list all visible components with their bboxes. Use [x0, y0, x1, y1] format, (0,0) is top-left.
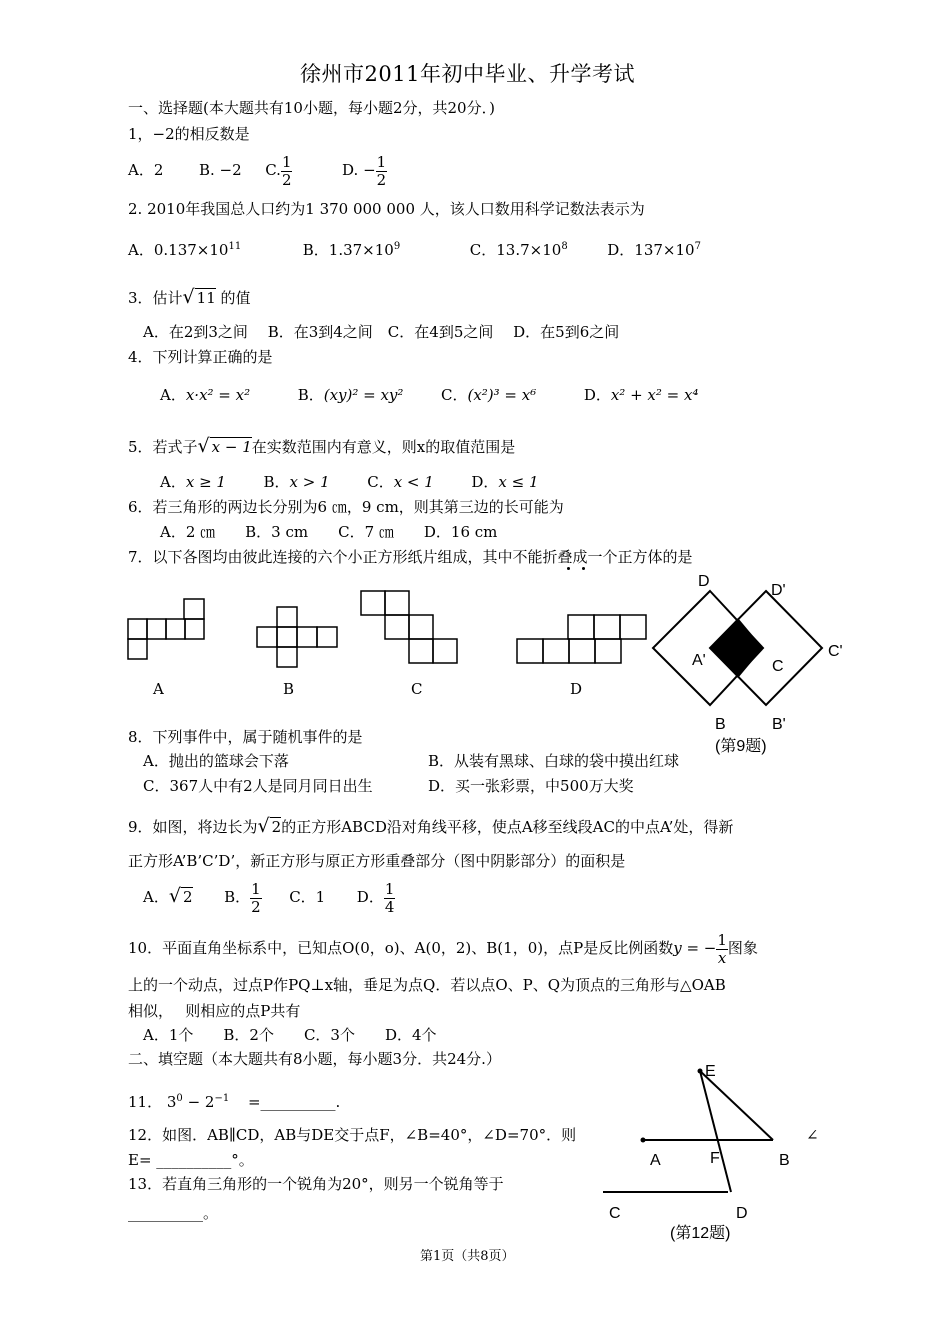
- question-5-options: A．x ≥ 1 B．x > 1 C．x < 1 D．x ≤ 1: [160, 473, 539, 491]
- question-13-line-2: __________。: [128, 1204, 219, 1222]
- question-12-angle-symbol: ∠: [806, 1126, 819, 1144]
- question-12-line-2: E= __________°。: [128, 1151, 254, 1169]
- question-9-options: A．√ 2 B． $\frac{1}{2}$ C．1 D． $\frac{1}{4}$: [143, 879, 395, 916]
- fig9-label-b: B: [715, 716, 726, 733]
- fig12-label-e: E: [705, 1063, 716, 1080]
- option-d-label: D.: [342, 161, 359, 179]
- question-11: 11． $3^0 - 2^{-1}$ =__________.: [128, 1093, 341, 1111]
- question-5: 5．若式子√ x − 1在实数范围内有意义，则x的取值范围是: [128, 435, 516, 457]
- question-8-option-c: C．367人中有2人是同月同日出生: [143, 777, 373, 795]
- fig12-caption: (第12题): [670, 1225, 731, 1242]
- question-6: 6．若三角形的两边长分别为6 ㎝，9 cm，则其第三边的长可能为: [128, 498, 564, 516]
- page-title: 徐州市2011年初中毕业、升学考试: [300, 62, 635, 86]
- fig9-label-d-prime: D': [771, 582, 786, 599]
- option-b-label: B.: [198, 161, 215, 179]
- section-2-heading: 二、填空题（本大题共有8小题，每小题3分．共24分.）: [128, 1050, 501, 1068]
- fraction-one-half: $\frac{1}{2}$: [251, 879, 261, 916]
- question-1-options: A．2 B. −2 C. $\frac{1}{2}$ D. − $\frac{1}{2}$: [128, 152, 387, 189]
- fraction-one-half: $\frac{1}{2}$: [376, 152, 387, 189]
- fig12-label-b: B: [779, 1152, 790, 1169]
- cube-net-c: [360, 590, 460, 670]
- cube-net-a: [127, 598, 217, 668]
- fig9-label-d: D: [698, 573, 710, 590]
- fig9-label-b-prime: B': [772, 716, 786, 733]
- question-10-options: A．1个 B．2个 C．3个 D．4个: [143, 1026, 437, 1044]
- question-8-option-a: A．抛出的篮球会下落: [143, 752, 289, 770]
- fig12-label-d: D: [736, 1205, 748, 1222]
- fig12-label-f: F: [710, 1150, 720, 1167]
- emphasis-dot: [582, 567, 585, 570]
- question-2-options: A．$0.137\times 10^{11}$ B．$1.37\times 10^9$ C．$13.7\times 10^8$ D．$137\times 10^7$: [128, 241, 701, 259]
- cube-net-d: [516, 614, 656, 674]
- option-c-label: C.: [265, 161, 281, 179]
- fig9-label-a-prime: A': [692, 652, 706, 669]
- figure-9: [650, 585, 850, 735]
- fig9-caption: (第9题): [715, 738, 767, 755]
- question-4-options: A．x·x² = x² B．(xy)² = xy² C．(x²)³ = x⁶ D．x² + x² = x⁴: [160, 386, 699, 404]
- net-label-c: C: [411, 680, 423, 698]
- question-9: 9．如图，将边长为√ 2的正方形ABCD沿对角线平移，使点A移至线段AC的中点A’处，得新: [128, 815, 734, 837]
- figure-12: [598, 1066, 788, 1201]
- question-8-option-d: D．买一张彩票，中500万大奖: [428, 777, 634, 795]
- question-3-options: A．在2到3之间 B．在3到4之间 C．在4到5之间 D．在5到6之间: [143, 323, 620, 341]
- question-8-option-b: B．从装有黑球、白球的袋中摸出红球: [428, 752, 680, 770]
- emphasis-dot: [567, 567, 570, 570]
- question-10-line-3: 相似， 则相应的点P共有: [128, 1002, 301, 1020]
- fig9-label-c-prime: C': [828, 643, 843, 660]
- question-10: 10．平面直角坐标系中，已知点O(0，o)、A(0，2)、B(1，0)，点P是反比例函数y = − $\frac{1}{x}$ 图象: [128, 930, 758, 967]
- fig12-label-c: C: [609, 1205, 621, 1222]
- fraction-one-half: $\frac{1}{2}$: [281, 152, 292, 189]
- option-a: A．2: [128, 161, 164, 179]
- question-2: 2. 2010年我国总人口约为1 370 000 000 人，该人口数用科学记数法表示为: [128, 200, 645, 218]
- fig9-label-c: C: [772, 658, 784, 675]
- question-9-line-2: 正方形A’B’C’D’，新正方形与原正方形重叠部分（图中阴影部分）的面积是: [128, 852, 626, 870]
- cube-net-b: [256, 606, 346, 676]
- page-footer: 第1页（共8页）: [420, 1249, 515, 1264]
- fraction-one-quarter: $\frac{1}{4}$: [384, 879, 395, 916]
- fig12-label-a: A: [650, 1152, 661, 1169]
- question-13: 13．若直角三角形的一个锐角为20°，则另一个锐角等于: [128, 1175, 504, 1193]
- fraction-one-over-x: $\frac{1}{x}$: [717, 930, 727, 967]
- question-6-options: A．2 ㎝ B．3 cm C．7 ㎝ D．16 cm: [160, 523, 498, 541]
- question-1: 1，−2的相反数是: [128, 125, 250, 143]
- question-8: 8．下列事件中，属于随机事件的是: [128, 728, 363, 746]
- net-label-b: B: [283, 680, 295, 698]
- section-1-heading: 一、选择题(本大题共有10小题，每小题2分，共20分．): [128, 99, 495, 117]
- overlap-shading: [710, 618, 763, 678]
- question-10-line-2: 上的一个动点，过点P作PQ⊥x轴，垂足为点Q．若以点O、P、Q为顶点的三角形与△OAB: [128, 976, 726, 994]
- net-label-d: D: [570, 680, 583, 698]
- question-12: 12．如图．AB∥CD，AB与DE交于点F，∠B=40°，∠D=70°．则: [128, 1126, 577, 1144]
- question-7: 7．以下各图均由彼此连接的六个小正方形纸片组成，其中不能折叠成一个正方体的是: [128, 548, 693, 566]
- question-3: 3．估计√ 11 的值: [128, 286, 251, 308]
- option-b-value: −2: [219, 161, 242, 179]
- question-4: 4．下列计算正确的是: [128, 348, 273, 366]
- net-label-a: A: [153, 680, 164, 698]
